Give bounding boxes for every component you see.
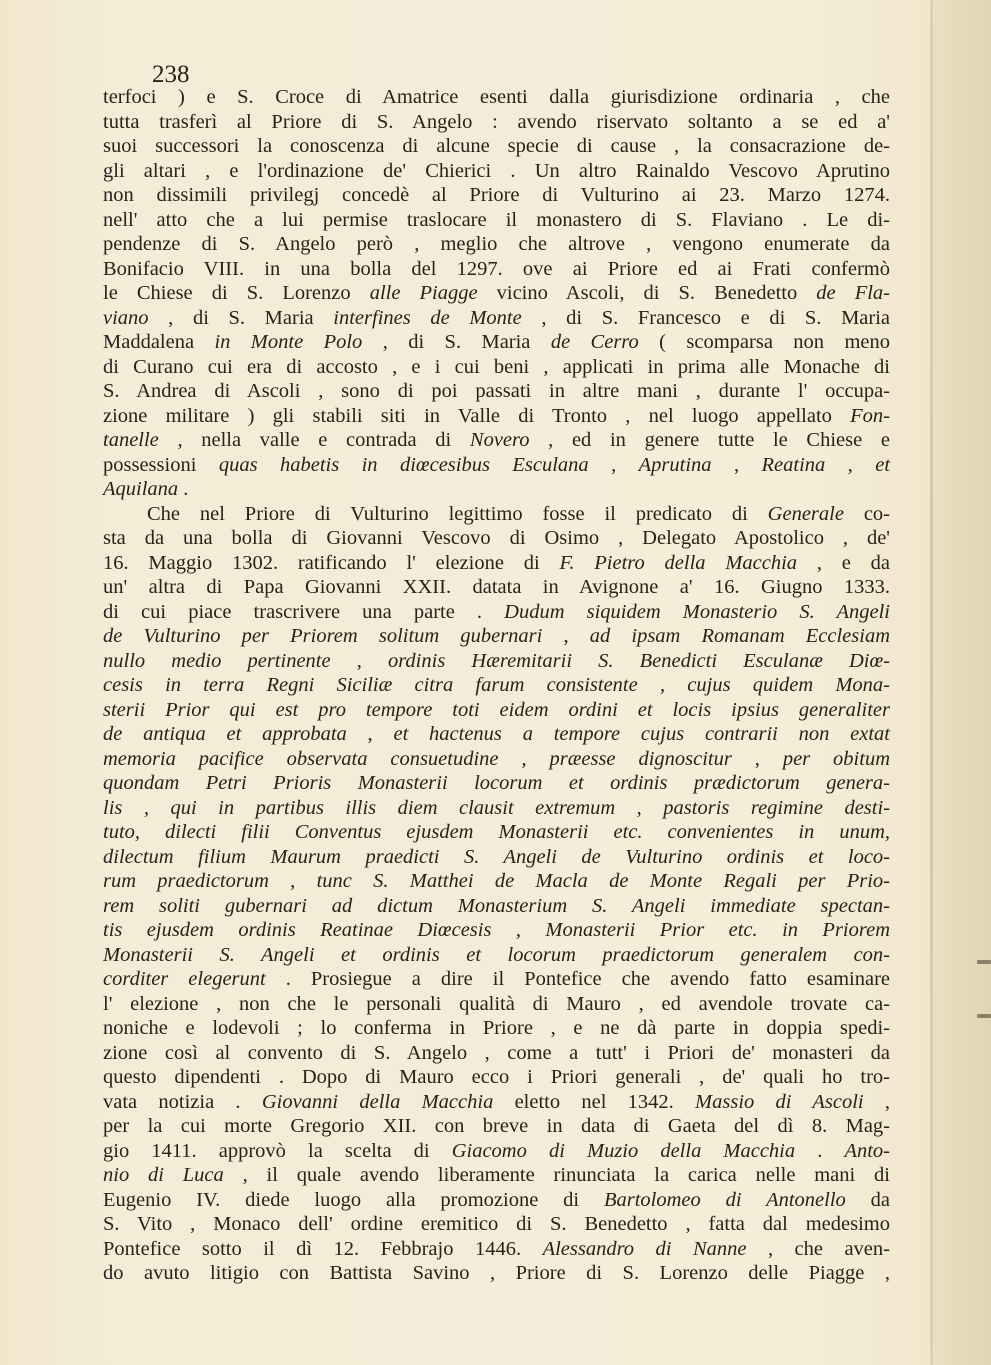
text-line: [103, 600, 890, 625]
text-line: [103, 747, 890, 772]
text-segment: tutta trasferì al Priore di S. Angelo : avendo riservato soltanto a se ed a': [103, 110, 890, 133]
text-segment: le Chiese di S. Lorenzo: [103, 282, 370, 304]
text-line: [103, 159, 890, 184]
margin-mark: [977, 1014, 991, 1018]
italic-segment: nio di Luca: [103, 1164, 224, 1186]
text-segment: Pontefice sotto il dì 12. Febbrajo 1446.: [103, 1237, 543, 1260]
text-line: [103, 1237, 890, 1262]
text-segment: sta da una bolla di Giovanni Vescovo di Osimo , Delegato Apostolico , de': [103, 527, 890, 549]
text-line: [103, 649, 890, 674]
italic-segment: et: [875, 453, 891, 476]
text-line: [103, 1163, 890, 1188]
italic-segment: de antiqua et approbata , et hactenus a tempore cujus contrarii non extat: [103, 723, 890, 745]
text-segment: questo dipendenti . Dopo di Mauro ecco i Priori generali , de' quali ho tro-: [103, 1066, 890, 1088]
text-segment: zione militare ) gli stabili siti in Valle di Tronto , nel luogo appellato: [103, 404, 851, 427]
text-line: [103, 208, 890, 233]
text-segment: Che nel Priore di Vulturino legittimo fosse il predicato di: [147, 502, 768, 525]
text-line: [103, 551, 890, 576]
text-segment: , nella valle e contrada di: [158, 429, 470, 451]
text-line: [103, 232, 890, 257]
italic-segment: quas habetis in diœcesibus Esculana: [218, 453, 589, 476]
text-line: [103, 796, 890, 821]
text-line: [103, 722, 890, 747]
text-line: [103, 1212, 890, 1237]
text-segment: .: [795, 1139, 845, 1162]
text-segment: gli altari , e l'ordinazione de' Chierici . Un altro Rainaldo Vescovo Aprutino: [103, 159, 890, 182]
text-segment: di Curano cui era di accosto , e i cui beni , applicati in prima alle Monache di: [103, 355, 890, 378]
page-number: 238: [152, 61, 190, 88]
text-segment: ,: [731, 747, 783, 770]
italic-segment: dilectum filium Maurum praedicti S. Angeli de Vulturino ordinis et loco-: [103, 845, 890, 868]
italic-segment: rum praedictorum , tunc S. Matthei de Macla de Monte Regali per Prio-: [103, 870, 890, 892]
paragraph: [103, 85, 890, 502]
text-line: [103, 134, 890, 159]
text-segment: pendenze di S. Angelo però , meglio che altrove , vengono enumerate da: [103, 233, 890, 255]
italic-segment: quondam Petri Prioris Monasterii locorum et ordinis prædictorum genera-: [103, 772, 890, 794]
italic-segment: tis ejusdem ordinis Reatinae Diœcesis , Monasterii Prior etc. in Priorem: [103, 919, 890, 941]
text-line: [103, 992, 890, 1017]
text-line: [103, 698, 890, 723]
text-segment: S. Andrea di Ascoli , sono di poi passati in altre mani , durante l' occupa-: [103, 380, 890, 402]
italic-segment: de Fla-: [816, 282, 891, 304]
italic-segment: Reatina: [761, 453, 826, 476]
text-line: [103, 845, 890, 870]
text-segment: l' elezione , non che le personali qualità di Mauro , ed avendole trovate ca-: [103, 992, 890, 1015]
text-line: [103, 257, 890, 282]
text-segment: do avuto litigio con Battista Savino , Priore di S. Lorenzo delle Piagge ,: [103, 1262, 890, 1284]
italic-segment: sterii Prior qui est pro tempore toti eidem ordini et locis ipsius generaliter: [103, 698, 890, 721]
italic-segment: interfines de Monte: [333, 306, 522, 329]
text-segment: 16. Maggio 1302. ratificando l' elezione di: [103, 551, 560, 574]
italic-segment: memoria pacifice observata consuetudine , præesse dignoscitur: [103, 747, 732, 770]
text-line: [103, 477, 890, 502]
text-segment: di cui piace trascrivere una parte .: [103, 600, 505, 623]
text-segment: zione così al convento di S. Angelo , come a tutt' i Priori de' monasteri da: [103, 1041, 890, 1064]
text-segment: .: [178, 478, 189, 500]
italic-segment: Fon-: [850, 404, 890, 427]
text-line: [103, 1090, 890, 1115]
text-segment: , di S. Francesco e di S. Maria: [521, 306, 891, 329]
text-segment: possessioni: [103, 453, 219, 476]
margin-mark: [977, 960, 991, 964]
text-segment: ,: [711, 453, 762, 476]
text-segment: per la cui morte Gregorio XII. con breve in data di Gaeta del dì 8. Mag-: [103, 1115, 890, 1137]
italic-segment: Giacomo di Muzio della Macchia: [451, 1139, 796, 1162]
italic-segment: F. Pietro della Macchia: [559, 551, 798, 574]
text-segment: , di S. Maria: [362, 331, 551, 353]
italic-segment: Novero: [469, 429, 530, 451]
text-segment: eletto nel 1342.: [493, 1090, 696, 1113]
italic-segment: in Monte Polo: [214, 331, 363, 353]
text-line: [103, 673, 890, 698]
page-edge-shadow: [933, 0, 991, 1365]
italic-segment: Aquilana: [103, 478, 179, 500]
text-line: [103, 967, 890, 992]
text-line: [103, 1065, 890, 1090]
italic-segment: de Vulturino per Priorem solitum gubernari , ad ipsam Romanam Ecclesiam: [103, 625, 890, 647]
text-line: [103, 894, 890, 919]
text-segment: co-: [843, 502, 890, 525]
text-line: [103, 428, 890, 453]
body-text: [103, 85, 890, 1286]
text-line: [103, 575, 890, 600]
text-segment: da: [845, 1188, 890, 1211]
text-line: [103, 355, 890, 380]
text-line: [103, 1114, 890, 1139]
text-segment: gio 1411. approvò la scelta di: [103, 1139, 452, 1162]
italic-segment: nullo medio pertinente , ordinis Hæremitarii S. Benedicti Esculanæ Diœ-: [103, 649, 890, 672]
italic-segment: cesis in terra Regni Siciliæ citra farum consistente , cujus quidem Mona-: [103, 674, 890, 696]
text-segment: ,: [863, 1090, 890, 1113]
text-segment: suoi successori la conoscenza di alcune specie di cause , la consacrazione de-: [103, 135, 890, 157]
text-line: [103, 110, 890, 135]
paragraph: [103, 502, 890, 1286]
text-segment: ( scomparsa non meno: [638, 331, 890, 353]
text-line: [103, 1139, 890, 1164]
text-segment: Maddalena: [103, 331, 215, 353]
italic-segment: viano: [103, 306, 149, 329]
text-line: [103, 306, 890, 331]
text-line: [103, 379, 890, 404]
text-line: [103, 1016, 890, 1041]
italic-segment: Dudum siquidem Monasterio S. Angeli: [504, 600, 890, 623]
text-line: [103, 85, 890, 110]
italic-segment: Bartolomeo di Antonello: [603, 1188, 846, 1211]
text-segment: . Prosiegue a dire il Pontefice che avendo fatto esaminare: [265, 968, 891, 990]
text-segment: , il quale avendo liberamente rinunciata la carica nelle mani di: [223, 1164, 890, 1186]
text-line: [103, 183, 890, 208]
italic-segment: Monasterii S. Angeli et ordinis et locorum praedictorum generalem con-: [103, 943, 890, 966]
italic-segment: Massio di Ascoli: [695, 1090, 864, 1113]
text-line: [103, 526, 890, 551]
text-segment: vicino Ascoli, di S. Benedetto: [477, 282, 817, 304]
text-segment: Bonifacio VIII. in una bolla del 1297. ove ai Priore ed ai Frati confermò: [103, 257, 890, 280]
text-segment: noniche e lodevoli ; lo conferma in Priore , e ne dà parte in doppia spedi-: [103, 1017, 890, 1039]
italic-segment: Anto-: [844, 1139, 890, 1162]
text-line: [103, 869, 890, 894]
text-segment: nell' atto che a lui permise traslocare il monastero di S. Flaviano . Le di-: [103, 208, 890, 231]
text-line: [103, 404, 890, 429]
text-segment: ,: [588, 453, 639, 476]
text-segment: un' altra di Papa Giovanni XXII. datata in Avignone a' 16. Giugno 1333.: [103, 576, 890, 598]
italic-segment: Alessandro di Nanne: [542, 1237, 747, 1260]
italic-segment: lis , qui in partibus illis diem clausit extremum , pastoris regimine desti-: [103, 796, 890, 819]
italic-segment: corditer elegerunt: [103, 968, 266, 990]
text-line: [103, 1188, 890, 1213]
text-segment: , che aven-: [746, 1237, 890, 1260]
text-segment: ,: [825, 453, 876, 476]
italic-segment: tuto, dilecti filii Conventus ejusdem Monasterii etc. convenientes in unum,: [103, 821, 890, 843]
italic-segment: alle Piagge: [369, 282, 478, 304]
text-line: [103, 1261, 890, 1286]
text-line: [103, 624, 890, 649]
text-line: [103, 820, 890, 845]
italic-segment: rem soliti gubernari ad dictum Monasterium S. Angeli immediate spectan-: [103, 894, 890, 917]
italic-segment: Giovanni della Macchia: [261, 1090, 494, 1113]
text-line: [103, 1041, 890, 1066]
text-segment: , e da: [797, 551, 890, 574]
italic-segment: de Cerro: [550, 331, 639, 353]
text-segment: vata notizia .: [103, 1090, 262, 1113]
text-segment: , ed in genere tutte le Chiese e: [529, 429, 890, 451]
text-segment: non dissimili privilegj concedè al Priore di Vulturino ai 23. Marzo 1274.: [103, 184, 890, 206]
text-line: [103, 453, 890, 478]
text-line: [103, 281, 890, 306]
italic-segment: Aprutina: [638, 453, 712, 476]
text-line: [103, 918, 890, 943]
italic-segment: Generale: [767, 502, 844, 525]
italic-segment: tanelle: [103, 429, 159, 451]
page-fold-line: [930, 0, 933, 1365]
text-segment: terfoci ) e S. Croce di Amatrice esenti dalla giurisdizione ordinaria , che: [103, 86, 890, 108]
italic-segment: per obitum: [782, 747, 890, 770]
text-line: [103, 943, 890, 968]
text-segment: , di S. Maria: [148, 306, 334, 329]
text-line: [103, 330, 890, 355]
text-segment: Eugenio IV. diede luogo alla promozione di: [103, 1188, 604, 1211]
text-segment: S. Vito , Monaco dell' ordine eremitico di S. Benedetto , fatta dal medesimo: [103, 1213, 890, 1235]
text-line: [103, 502, 890, 527]
text-line: [103, 771, 890, 796]
